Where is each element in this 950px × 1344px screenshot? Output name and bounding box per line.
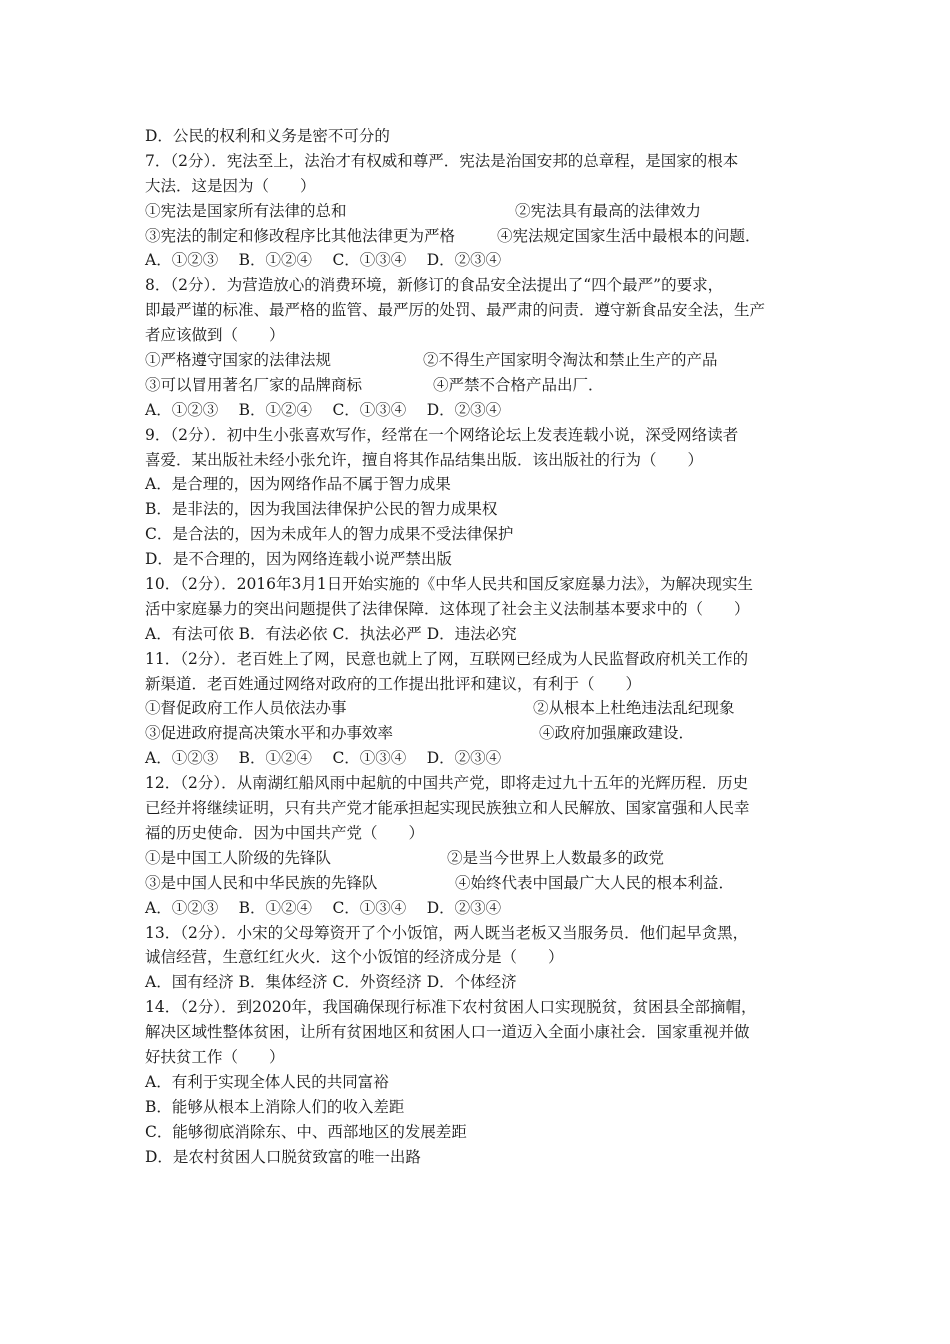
statement: ③促进政府提高决策水平和办事效率 bbox=[145, 724, 394, 743]
option-d-q6: D．公民的权利和义务是密不可分的 bbox=[145, 127, 390, 145]
statement: ②是当今世界上人数最多的政党 bbox=[447, 848, 665, 867]
question-14-option-d: D．是农村贫困人口脱贫致富的唯一出路 bbox=[145, 1147, 421, 1166]
question-9-option-d: D．是不合理的，因为网络连载小说严禁出版 bbox=[145, 550, 452, 569]
question-11-stem: 11．（2分）．老百姓上了网，民意也就上了网，互联网已经成为人民监督政府机关工作的 bbox=[145, 649, 749, 668]
question-9-option-b: B．是非法的，因为我国法律保护公民的智力成果权 bbox=[145, 500, 498, 519]
document-page bbox=[145, 124, 810, 1169]
question-8-stem-cont: 者应该做到（ ） bbox=[145, 326, 285, 345]
statement: ③可以冒用著名厂家的品牌商标 bbox=[145, 375, 363, 394]
question-9-option-c: C．是合法的，因为未成年人的智力成果不受法律保护 bbox=[145, 525, 514, 544]
statement: ①严格遵守国家的法律法规 bbox=[145, 351, 332, 370]
question-13-stem-cont: 诚信经营，生意红红火火．这个小饭馆的经济成分是（ ） bbox=[145, 948, 564, 967]
question-13-stem: 13．（2分）．小宋的父母筹资开了个小饭馆，两人既当老板又当服务员．他们起早贪黑， bbox=[145, 923, 749, 942]
question-14-option-c: C．能够彻底消除东、中、西部地区的发展差距 bbox=[145, 1122, 467, 1141]
question-14-option-a: A．有利于实现全体人民的共同富裕 bbox=[145, 1072, 389, 1091]
question-12-options: A．①②③ B．①②④ C．①③④ D．②③④ bbox=[145, 898, 502, 917]
statement: ③是中国人民和中华民族的先锋队 bbox=[145, 873, 378, 892]
question-7-statements-row-1 bbox=[145, 199, 810, 224]
statement: ④宪法规定国家生活中最根本的问题． bbox=[497, 226, 761, 245]
question-12-stem: 12．（2分）．从南湖红船风雨中起航的中国共产党，即将走过九十五年的光辉历程．历史 bbox=[145, 774, 749, 793]
question-12-stem-cont: 福的历史使命．因为中国共产党（ ） bbox=[145, 823, 425, 842]
question-12-statements-row-1 bbox=[145, 846, 810, 871]
question-14-stem: 14．（2分）．到2020年，我国确保现行标准下农村贫困人口实现脱贫，贫困县全部摘帽， bbox=[145, 998, 757, 1017]
question-10-options: A．有法可依 B．有法必依 C．执法必严 D．违法必究 bbox=[145, 624, 517, 643]
statement: ①督促政府工作人员依法办事 bbox=[145, 699, 347, 718]
statement: ②从根本上杜绝违法乱纪现象 bbox=[533, 699, 735, 718]
question-11-statements-row-1 bbox=[145, 696, 810, 721]
question-14-stem-cont: 好扶贫工作（ ） bbox=[145, 1047, 285, 1066]
question-9-stem-cont: 喜爱．某出版社未经小张允许，擅自将其作品结集出版．该出版社的行为（ ） bbox=[145, 450, 704, 469]
question-8-stem-cont: 即最严谨的标准、最严格的监管、最严厉的处罚、最严肃的问责．遵守新食品安全法，生产 bbox=[145, 301, 766, 320]
question-7-options: A．①②③ B．①②④ C．①③④ D．②③④ bbox=[145, 251, 502, 270]
question-7-stem-cont: 大法．这是因为（ ） bbox=[145, 176, 316, 195]
statement: ④严禁不合格产品出厂． bbox=[433, 375, 604, 394]
question-7-statements-row-2 bbox=[145, 224, 810, 249]
question-8-statements-row-2 bbox=[145, 373, 810, 398]
question-7-stem: 7．（2分）．宪法至上，法治才有权威和尊严．宪法是治国安邦的总章程，是国家的根本 bbox=[145, 151, 739, 170]
question-12-stem-cont: 已经并将继续证明，只有共产党才能承担起实现民族独立和人民解放、国家富强和人民幸 bbox=[145, 799, 750, 818]
question-9-stem: 9．（2分）．初中生小张喜欢写作，经常在一个网络论坛上发表连载小说，深受网络读者 bbox=[145, 425, 739, 444]
question-8-stem: 8．（2分）．为营造放心的消费环境，新修订的食品安全法提出了“四个最严”的要求， bbox=[145, 276, 724, 295]
question-9-option-a: A．是合理的，因为网络作品不属于智力成果 bbox=[145, 475, 451, 494]
question-8-statements-row-1 bbox=[145, 348, 810, 373]
question-14-stem-cont: 解决区域性整体贫困，让所有贫困地区和贫困人口一道迈入全面小康社会．国家重视并做 bbox=[145, 1023, 750, 1042]
statement: ②宪法具有最高的法律效力 bbox=[515, 201, 702, 220]
question-13-options: A．国有经济 B．集体经济 C．外资经济 D．个体经济 bbox=[145, 973, 517, 992]
statement: ④政府加强廉政建设． bbox=[539, 724, 695, 743]
question-11-stem-cont: 新渠道．老百姓通过网络对政府的工作提出批评和建议，有利于（ ） bbox=[145, 674, 642, 693]
question-8-options: A．①②③ B．①②④ C．①③④ D．②③④ bbox=[145, 400, 502, 419]
statement: ①是中国工人阶级的先锋队 bbox=[145, 848, 332, 867]
question-10-stem: 10．（2分）．2016年3月1日开始实施的《中华人民共和国反家庭暴力法》，为解决现实生 bbox=[145, 575, 754, 594]
statement: ④始终代表中国最广大人民的根本利益． bbox=[455, 873, 735, 892]
question-11-statements-row-2 bbox=[145, 721, 810, 746]
statement: ②不得生产国家明令淘汰和禁止生产的产品 bbox=[423, 351, 718, 370]
question-12-statements-row-2 bbox=[145, 871, 810, 896]
question-10-stem-cont: 活中家庭暴力的突出问题提供了法律保障．这体现了社会主义法制基本要求中的（ ） bbox=[145, 599, 750, 618]
statement: ③宪法的制定和修改程序比其他法律更为严格 bbox=[145, 226, 456, 245]
statement: ①宪法是国家所有法律的总和 bbox=[145, 201, 347, 220]
question-11-options: A．①②③ B．①②④ C．①③④ D．②③④ bbox=[145, 749, 502, 768]
question-14-option-b: B．能够从根本上消除人们的收入差距 bbox=[145, 1097, 405, 1116]
